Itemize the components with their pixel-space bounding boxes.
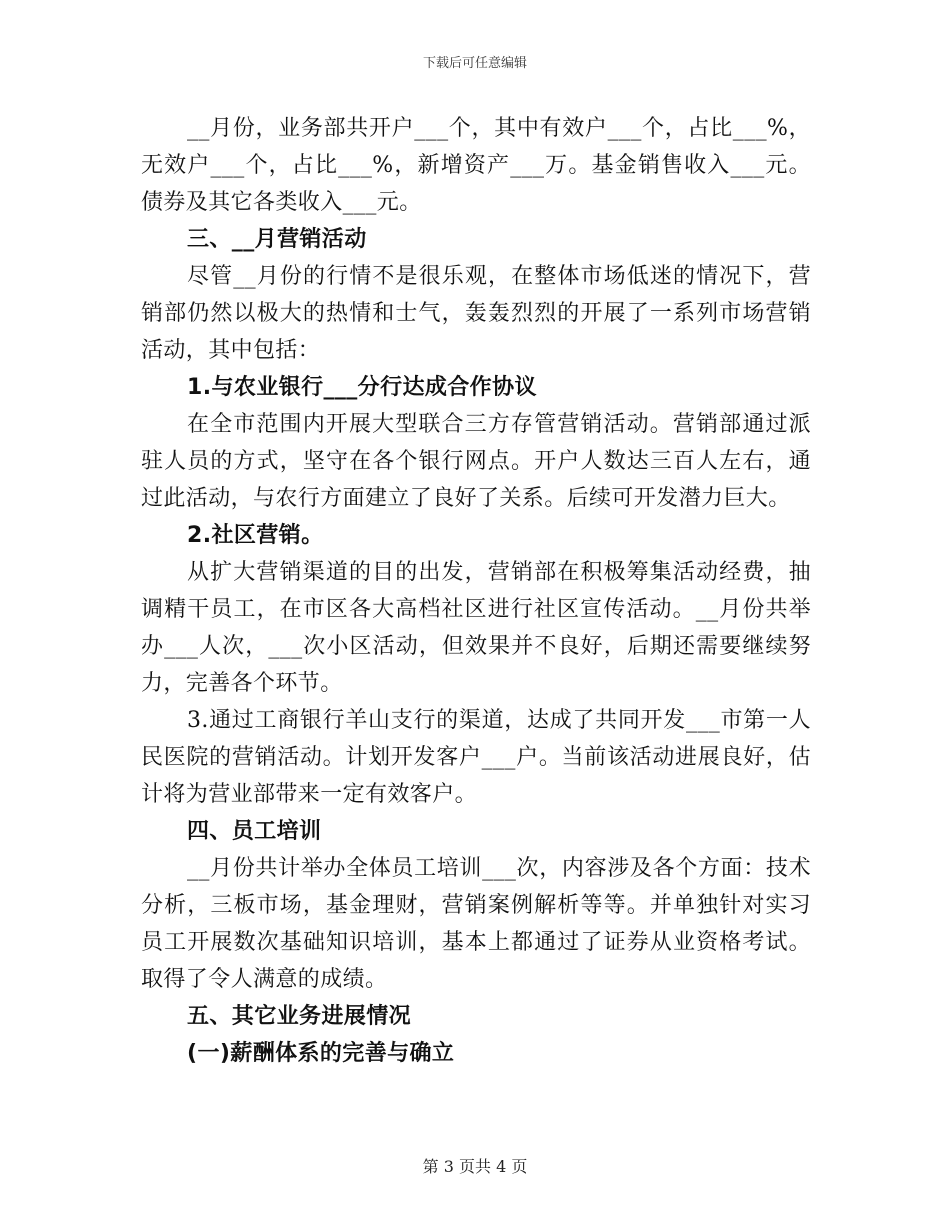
paragraph-abc-bank: 在全市范围内开展大型联合三方存管营销活动。营销部通过派驻人员的方式，坚守在各个银行网点。开户人数达三百人左右，通过此活动，与农行方面建立了良好了关系。后续可开发潜力巨大。: [141, 412, 811, 511]
subheading-abc-bank: 1.与农业银行___分行达成合作协议: [187, 375, 537, 400]
paragraph-community: 从扩大营销渠道的目的出发，营销部在积极筹集活动经费，抽调精干员工，在市区各大高档社区进行社区宣传活动。__月份共举办___人次，___次小区活动，但效果并不良好，后期还需要继续努力，完善各个环节。: [141, 560, 811, 696]
page-header: 下载后可任意编辑: [422, 56, 527, 71]
section-heading-other: 五、其它业务进展情况: [187, 1004, 412, 1029]
paragraph-account-summary: __月份，业务部共开户___个，其中有效户___个，占比___%，无效户___个，占比___%，新增资产___万。基金销售收入___元。债券及其它各类收入___元。: [141, 116, 811, 215]
subheading-community: 2.社区营销。: [187, 523, 324, 548]
document-body: [141, 110, 811, 1072]
section-heading-training: 四、员工培训: [187, 819, 322, 844]
paragraph-marketing-intro: 尽管__月份的行情不是很乐观，在整体市场低迷的情况下，营销部仍然以极大的热情和士气，轰轰烈烈的开展了一系列市场营销活动，其中包括：: [141, 264, 811, 363]
section-heading-marketing: 三、__月营销活动: [187, 227, 367, 252]
paragraph-training: __月份共计举办全体员工培训___次，内容涉及各个方面：技术分析，三板市场，基金理财，营销案例解析等等。并单独针对实习员工开展数次基础知识培训，基本上都通过了证券从业资格考试。取得了令人满意的成绩。: [141, 856, 811, 992]
page-footer: 第 3 页共 4 页: [422, 1157, 528, 1176]
paragraph-icbc: 3.通过工商银行羊山支行的渠道，达成了共同开发___市第一人民医院的营销活动。计划开发客户___户。当前该活动进展良好，估计将为营业部带来一定有效客户。: [141, 708, 811, 807]
subheading-salary-system: (一)薪酬体系的完善与确立: [187, 1041, 455, 1066]
